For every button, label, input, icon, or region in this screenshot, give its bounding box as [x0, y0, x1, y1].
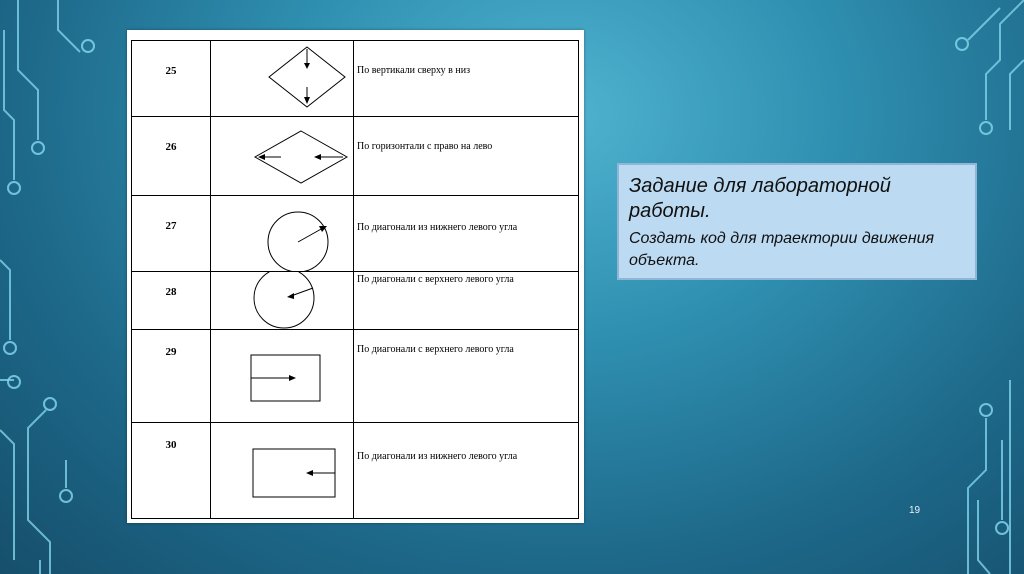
row-description: По горизонтали с право на лево: [354, 117, 579, 196]
rectangle-left-arrow-icon: [211, 423, 353, 519]
trajectory-table: [131, 40, 579, 519]
row-description: По диагонали с верхнего левого угла: [354, 272, 579, 330]
task-title: Задание для лабораторной работы.: [629, 175, 891, 222]
rectangle-right-arrow-icon: [211, 330, 353, 423]
table-row: [132, 117, 579, 196]
circle-diagonal-arrow-icon: [211, 196, 353, 272]
diamond-vertical-arrow-icon: [211, 41, 353, 117]
table-row: [132, 272, 579, 330]
row-number: 25: [132, 41, 211, 117]
shape-cell: [211, 41, 354, 117]
shape-cell: [211, 272, 354, 330]
row-number: 27: [132, 196, 211, 272]
task-callout: [617, 163, 977, 280]
diamond-horizontal-arrow-icon: [211, 117, 353, 196]
row-number: 29: [132, 330, 211, 423]
figure-table-card: [127, 30, 584, 523]
task-subtitle: Создать код для траектории движения объекта.: [629, 230, 935, 269]
circle-diagonal-arrow-icon: [211, 272, 353, 330]
shape-cell: [211, 330, 354, 423]
table-row: [132, 41, 579, 117]
row-number: 30: [132, 423, 211, 519]
row-description: По диагонали из нижнего левого угла: [354, 423, 579, 519]
page-number: 19: [909, 505, 921, 516]
shape-cell: [211, 117, 354, 196]
row-description: По вертикали сверху в низ: [354, 41, 579, 117]
row-number: 26: [132, 117, 211, 196]
table-row: [132, 330, 579, 423]
shape-cell: [211, 423, 354, 519]
row-number: 28: [132, 272, 211, 330]
table-row: [132, 196, 579, 272]
table-row: [132, 423, 579, 519]
row-description: По диагонали из нижнего левого угла: [354, 196, 579, 272]
row-description: По диагонали с верхнего левого угла: [354, 330, 579, 423]
shape-cell: [211, 196, 354, 272]
